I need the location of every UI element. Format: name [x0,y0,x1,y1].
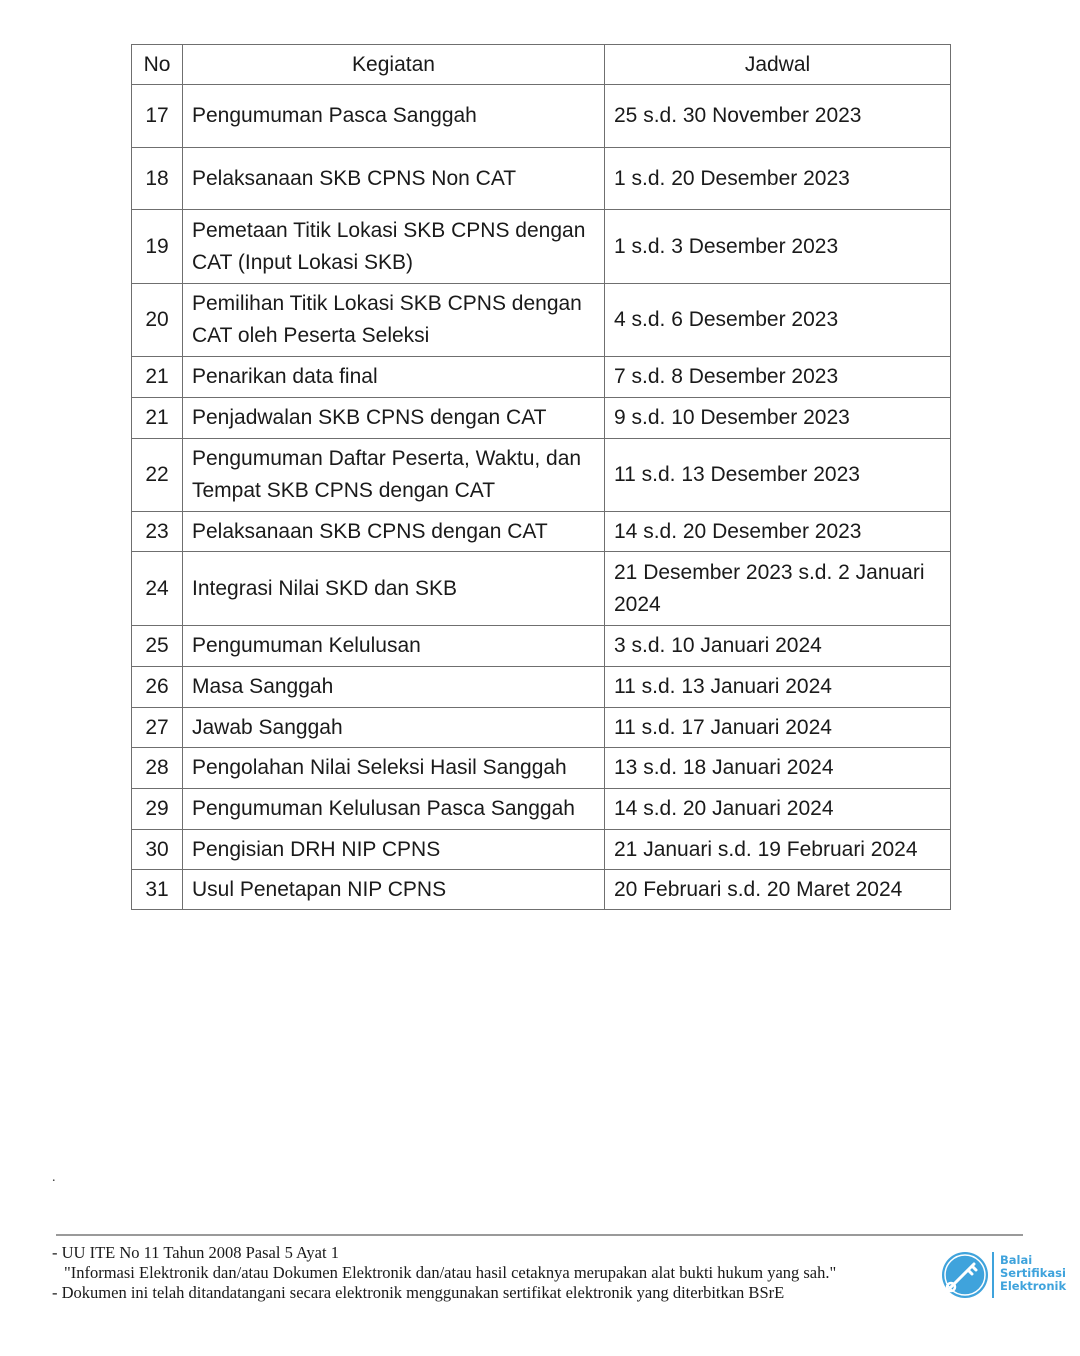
stray-mark: . [52,1170,56,1185]
header-no: No [132,45,183,85]
cell-jadwal: 11 s.d. 13 Desember 2023 [605,439,951,512]
footer-line-2: "Informasi Elektronik dan/atau Dokumen Elektronik dan/atau hasil cetaknya merupakan alat bukti hukum yang sah." [64,1263,837,1282]
cell-no: 30 [132,830,183,870]
footer-line-3: - Dokumen ini telah ditandatangani secara elektronik menggunakan sertifikat elektronik yang diterbitkan BSrE [52,1283,785,1302]
cell-no: 22 [132,439,183,512]
cell-kegiatan: Pengumuman Kelulusan Pasca Sanggah [183,789,605,830]
cell-no: 19 [132,210,183,284]
cell-jadwal: 21 Desember 2023 s.d. 2 Januari 2024 [605,552,951,626]
logo-divider [992,1252,994,1298]
cell-no: 31 [132,870,183,910]
cell-jadwal: 14 s.d. 20 Desember 2023 [605,512,951,552]
cell-kegiatan: Penarikan data final [183,357,605,398]
cell-jadwal: 25 s.d. 30 November 2023 [605,85,951,148]
table-row [132,870,951,910]
cell-jadwal: 11 s.d. 13 Januari 2024 [605,667,951,708]
cell-no: 23 [132,512,183,552]
cell-jadwal: 20 Februari s.d. 20 Maret 2024 [605,870,951,910]
table-row [132,789,951,830]
table-row [132,210,951,284]
header-kegiatan: Kegiatan [183,45,605,85]
cell-kegiatan: Masa Sanggah [183,667,605,708]
cell-kegiatan: Integrasi Nilai SKD dan SKB [183,552,605,626]
cell-kegiatan: Pelaksanaan SKB CPNS Non CAT [183,148,605,210]
table-row [132,626,951,667]
table-row [132,284,951,357]
table-row [132,748,951,789]
cell-no: 17 [132,85,183,148]
cell-kegiatan: Jawab Sanggah [183,708,605,748]
table-row [132,552,951,626]
cell-jadwal: 4 s.d. 6 Desember 2023 [605,284,951,357]
cell-kegiatan: Penjadwalan SKB CPNS dengan CAT [183,398,605,439]
cell-no: 24 [132,552,183,626]
table-row [132,667,951,708]
cell-jadwal: 14 s.d. 20 Januari 2024 [605,789,951,830]
key-circle-icon [940,1250,990,1300]
footer-divider [56,1234,1023,1236]
cell-jadwal: 21 Januari s.d. 19 Februari 2024 [605,830,951,870]
cell-jadwal: 7 s.d. 8 Desember 2023 [605,357,951,398]
table-row [132,85,951,148]
footer-line-1: - UU ITE No 11 Tahun 2008 Pasal 5 Ayat 1 [52,1243,339,1262]
cell-jadwal: 13 s.d. 18 Januari 2024 [605,748,951,789]
cell-no: 27 [132,708,183,748]
cell-kegiatan: Pengumuman Kelulusan [183,626,605,667]
cell-no: 21 [132,357,183,398]
cell-kegiatan: Usul Penetapan NIP CPNS [183,870,605,910]
table-row [132,708,951,748]
cell-no: 29 [132,789,183,830]
cell-kegiatan: Pengolahan Nilai Seleksi Hasil Sanggah [183,748,605,789]
cell-no: 20 [132,284,183,357]
cell-jadwal: 11 s.d. 17 Januari 2024 [605,708,951,748]
bsre-logo [940,1250,1072,1302]
table-row [132,357,951,398]
table-body [132,85,951,910]
footer-text [52,1243,836,1303]
table-row [132,439,951,512]
cell-kegiatan: Pelaksanaan SKB CPNS dengan CAT [183,512,605,552]
cell-no: 28 [132,748,183,789]
table-row [132,830,951,870]
cell-no: 21 [132,398,183,439]
table-row [132,512,951,552]
cell-jadwal: 1 s.d. 3 Desember 2023 [605,210,951,284]
logo-line-3: Elektronik [1000,1279,1067,1293]
table-row [132,398,951,439]
cell-kegiatan: Pengumuman Daftar Peserta, Waktu, dan Tempat SKB CPNS dengan CAT [183,439,605,512]
logo-line-2: Sertifikasi [1000,1266,1066,1280]
cell-kegiatan: Pengumuman Pasca Sanggah [183,85,605,148]
cell-no: 25 [132,626,183,667]
cell-jadwal: 1 s.d. 20 Desember 2023 [605,148,951,210]
cell-jadwal: 3 s.d. 10 Januari 2024 [605,626,951,667]
cell-no: 18 [132,148,183,210]
cell-kegiatan: Pemilihan Titik Lokasi SKB CPNS dengan CAT oleh Peserta Seleksi [183,284,605,357]
cell-kegiatan: Pengisian DRH NIP CPNS [183,830,605,870]
table-row [132,148,951,210]
schedule-table [131,44,951,910]
logo-text [1000,1254,1066,1293]
logo-line-1: Balai [1000,1253,1033,1267]
header-jadwal: Jadwal [605,45,951,85]
cell-kegiatan: Pemetaan Titik Lokasi SKB CPNS dengan CAT (Input Lokasi SKB) [183,210,605,284]
cell-no: 26 [132,667,183,708]
table-header-row [132,45,951,85]
cell-jadwal: 9 s.d. 10 Desember 2023 [605,398,951,439]
